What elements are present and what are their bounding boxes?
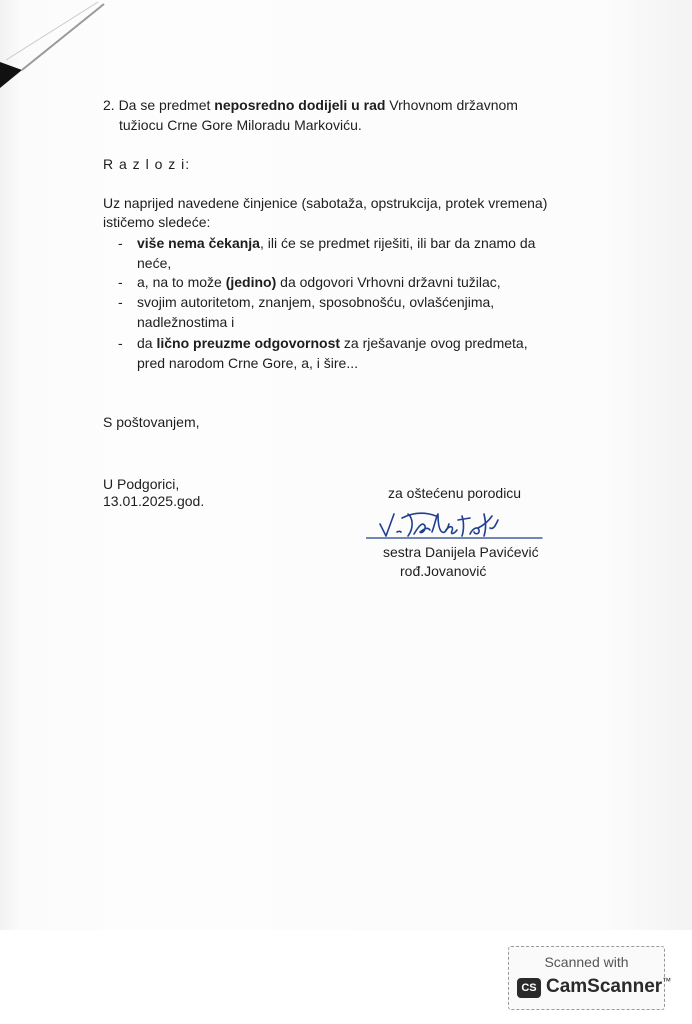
handwritten-signature [366,506,548,542]
bullet-4-text: da [137,335,157,351]
signatory-maiden-name: rođ.Jovanović [400,563,487,579]
bullet-dash: - [118,335,123,351]
bullet-1-line-2: neće, [137,255,172,271]
trademark-symbol: ™ [662,976,672,986]
point-2-text: 2. Da se predmet [103,97,215,113]
bullet-2-text-end: da odgovori Vrhovni državni tužilac, [276,274,501,290]
bullet-2-line-1 [137,273,501,292]
reasons-heading: R a z l o z i: [103,156,191,172]
scanned-with-label: Scanned with [544,954,629,970]
intro-line-1: Uz naprijed navedene činjenice (sabotaža, opstrukcija, protek vremena) [103,195,548,211]
point-2-line-2: tužiocu Crne Gore Miloradu Markoviću. [119,117,362,133]
camscanner-brand [546,976,671,998]
point-2-line-1 [103,96,518,115]
camscanner-logo-icon: CS [517,978,541,998]
place: U Podgorici, [103,476,180,492]
page-corner-fold [0,0,120,100]
bullet-2-emphasis: (jedino) [225,274,277,290]
bullet-1-text: , ili će se predmet riješiti, ili bar da znamo da [259,235,536,251]
bullet-4-emphasis: lično preuzme odgovornost [156,335,341,351]
camscanner-brand-name: CamScanner [546,976,663,997]
camscanner-watermark [508,946,672,1010]
signature-for-label: za oštećenu porodicu [388,485,522,501]
date: 13.01.2025.god. [103,493,205,509]
bullet-4-line-2: pred narodom Crne Gore, a, i šire... [137,355,358,371]
point-2-text-end: Vrhovnom državnom [385,97,518,113]
point-2-emphasis: neposredno dodijeli u rad [214,97,386,113]
bullet-3-line-2: nadležnostima i [137,314,235,330]
bullet-dash: - [118,274,123,290]
bullet-dash: - [118,235,123,251]
bullet-4-line-1 [137,334,528,353]
closing-salutation: S poštovanjem, [103,414,200,430]
bullet-3-line-1: svojim autoritetom, znanjem, sposobnošću, ovlašćenjima, [137,294,495,310]
bullet-1-emphasis: više nema čekanja [137,235,260,251]
bullet-dash: - [118,294,123,310]
signatory-name: sestra Danijela Pavićević [383,544,539,560]
bullet-2-text: a, na to može [137,274,226,290]
bullet-4-text-end: za rješavanje ovog predmeta, [340,335,528,351]
intro-line-2: ističemo sledeće: [103,214,211,230]
bullet-1-line-1 [137,234,535,253]
